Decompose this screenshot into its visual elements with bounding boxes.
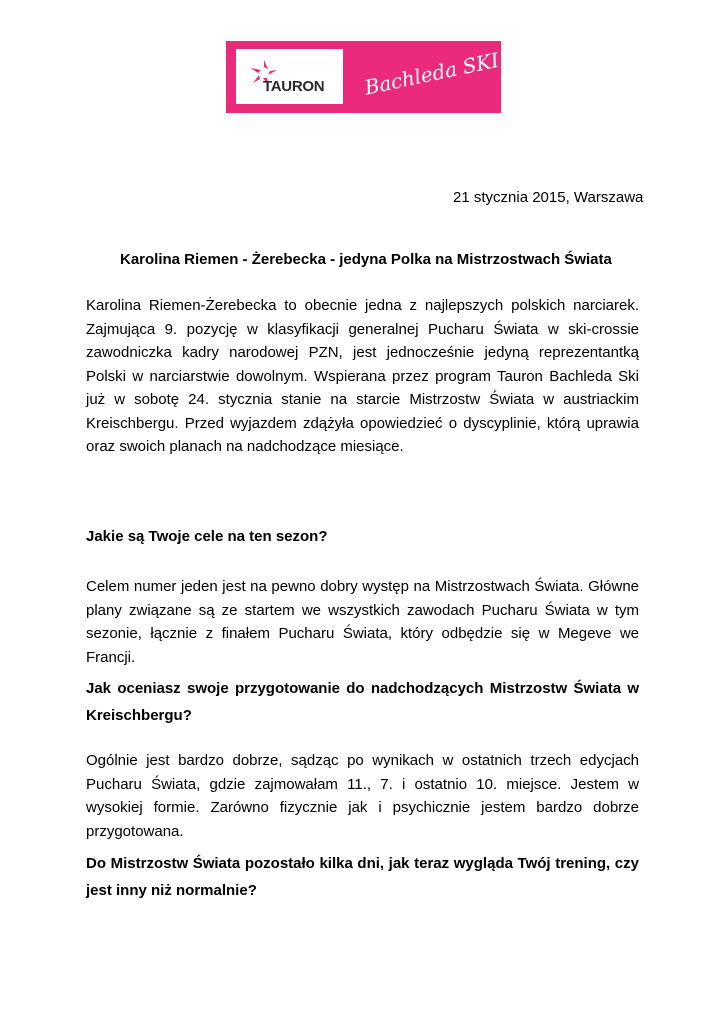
bachleda-ski-logo: [351, 33, 500, 121]
question-2: Jak oceniasz swoje przygotowanie do nadchodzących Mistrzostw Świata w Kreischbergu?: [86, 680, 639, 724]
tauron-logo: [236, 49, 343, 104]
answer-1: Celem numer jeden jest na pewno dobry występ na Mistrzostwach Świata. Główne plany związane są ze startem we wszystkich zawodach Pucharu Świata w tym sezonie, łącznie z finałem Pucharu Świata, który odbędzie się w Megeve we Francji.: [86, 578, 639, 666]
intro-paragraph: Karolina Riemen-Żerebecka to obecnie jedna z najlepszych polskich narciarek. Zajmująca 9. pozycję w klasyfikacji generalnej Pucharu Świata w ski-crossie zawodniczka kadry narodowej PZN, jest jednocześnie jedyną reprezentantką Polski w narciarstwie dowolnym. Wspierana przez program Tauron Bachleda Ski już w sobotę 24. stycznia stanie na starcie Mistrzostw Świata w austriackim Kreischbergu. Przed wyjazdem zdążyła opowiedzieć o dyscyplinie, którą uprawia oraz swoich planach na nadchodzące miesiące.: [86, 297, 639, 455]
header-banner: [226, 41, 501, 113]
date-line: 21 stycznia 2015, Warszawa: [453, 189, 644, 206]
question-3: Do Mistrzostw Świata pozostało kilka dni, jak teraz wygląda Twój trening, czy jest inny niż normalnie?: [86, 855, 639, 899]
document-title: Karolina Riemen - Żerebecka - jedyna Polka na Mistrzostwach Świata: [120, 251, 612, 268]
question-1: Jakie są Twoje cele na ten sezon?: [86, 528, 328, 545]
bachleda-ski-wordmark: Bachleda SKI: [362, 47, 502, 100]
logo-wordmark: TAURON: [263, 78, 325, 95]
answer-2: Ogólnie jest bardzo dobrze, sądząc po wynikach w ostatnich trzech edycjach Pucharu Świata, gdzie zajmowałam 11., 7. i ostatnio 10. miejsce. Jestem w wysokiej formie. Zarówno fizycznie jak i psychicznie jestem bardzo dobrze przygotowana.: [86, 752, 639, 840]
